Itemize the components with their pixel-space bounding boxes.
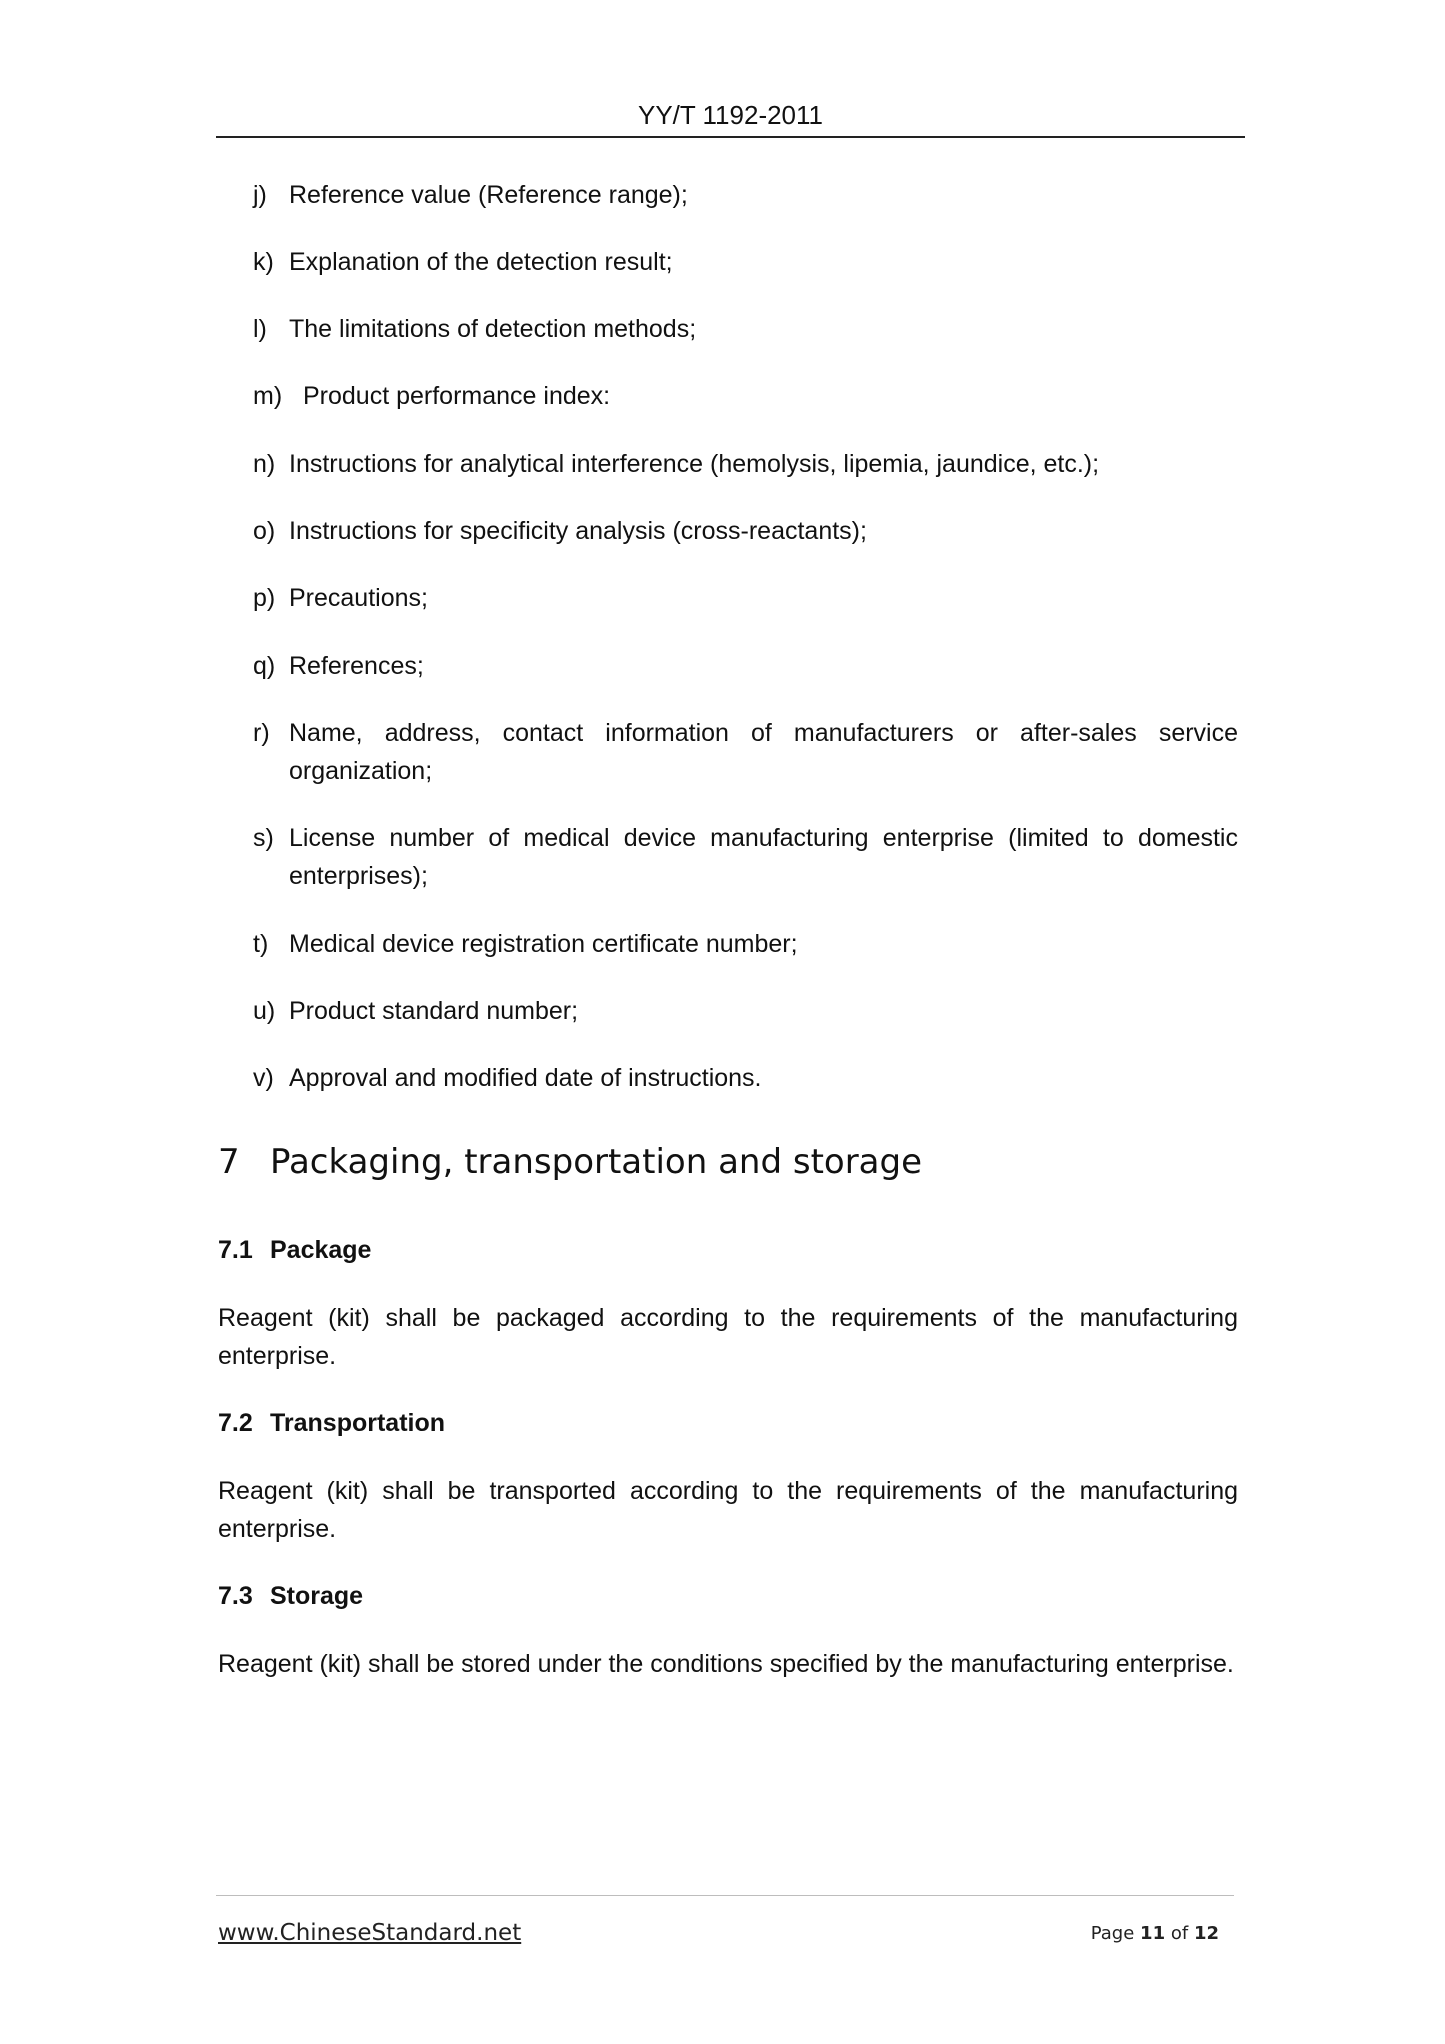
list-text: Product standard number; [289,997,579,1025]
list-text: Reference value (Reference range); [289,181,688,209]
list-item [253,176,1238,214]
section-title: Packaging, transportation and storage [270,1142,923,1182]
list-marker: u) [253,997,276,1025]
subsection-number: 7.3 [218,1582,253,1610]
list-text: License number of medical device manufacturing enterprise (limited to domestic enterprises); [289,824,1238,890]
subsection-heading-package [218,1233,371,1267]
list-marker: m) [253,382,283,410]
subsection-number: 7.2 [218,1409,253,1437]
list-marker: k) [253,248,274,276]
list-text: Explanation of the detection result; [289,248,673,276]
list-item [253,243,1238,281]
page-label: Page [1090,1923,1135,1944]
list-text: Instructions for specificity analysis (cross-reactants); [289,517,867,545]
list-marker: p) [253,584,276,612]
header-divider [216,136,1245,138]
list-text: Product performance index: [303,382,611,410]
page-of: of [1170,1923,1189,1944]
list-item [253,579,1238,617]
list-text: The limitations of detection methods; [289,315,697,343]
list-marker: v) [253,1064,274,1092]
list-item [253,1059,1238,1097]
list-marker: s) [253,824,274,852]
list-marker: t) [253,930,269,958]
list-item [253,992,1238,1030]
list-item [253,512,1238,550]
list-text: References; [289,652,424,680]
list-item [253,647,1238,685]
list-marker: r) [253,719,270,747]
list-text: Instructions for analytical interference (hemolysis, lipemia, jaundice, etc.); [289,450,1100,478]
list-marker: l) [253,315,267,343]
list-text: Precautions; [289,584,428,612]
subsection-title: Package [270,1236,372,1264]
section-heading [218,1140,922,1184]
list-item [253,310,1238,348]
paragraph-storage: Reagent (kit) shall be stored under the conditions specified by the manufacturing enterprise. [218,1650,1234,1678]
page-current: 11 [1140,1923,1166,1944]
list-marker: q) [253,652,276,680]
page-total: 12 [1193,1923,1219,1944]
page-number [1091,1921,1219,1947]
list-item [253,925,1238,963]
list-marker: j) [253,181,267,209]
list-marker: n) [253,450,276,478]
section-number: 7 [218,1142,240,1182]
subsection-number: 7.1 [218,1236,253,1264]
list-text: Approval and modified date of instructions. [289,1064,762,1092]
document-code: YY/T 1192-2011 [637,100,824,130]
list-marker: o) [253,517,276,545]
paragraph-package: Reagent (kit) shall be packaged according to the requirements of the manufacturing enterprise. [218,1304,1238,1370]
paragraph-transportation: Reagent (kit) shall be transported according to the requirements of the manufacturing enterprise. [218,1477,1238,1543]
list-item [253,714,1238,790]
list-item [253,819,1238,895]
subsection-heading-storage [218,1579,363,1613]
subsection-title: Transportation [270,1409,446,1437]
subsection-heading-transportation [218,1406,445,1440]
list-text: Name, address, contact information of manufacturers or after-sales service organization; [289,719,1238,785]
website-link[interactable]: www.ChineseStandard.net [218,1920,522,1946]
list-item [253,377,1238,415]
list-text: Medical device registration certificate number; [289,930,798,958]
footer-divider [216,1895,1234,1896]
subsection-title: Storage [270,1582,364,1610]
list-item [253,445,1238,483]
